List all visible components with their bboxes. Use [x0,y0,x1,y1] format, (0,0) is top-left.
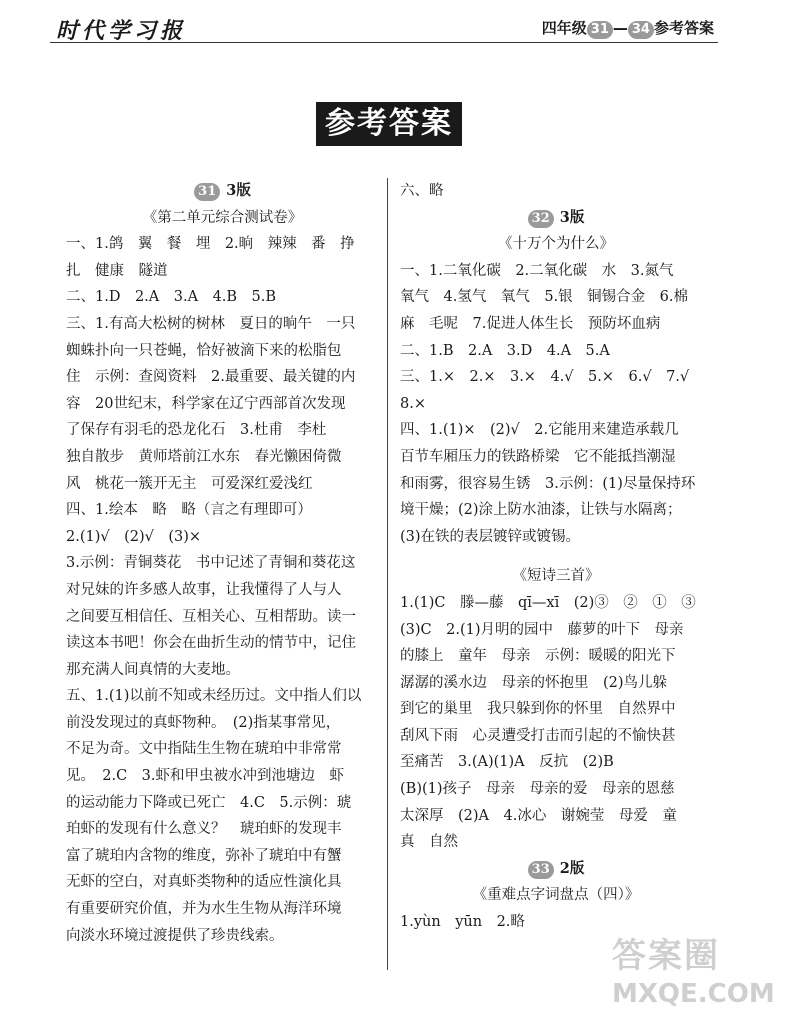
header-end-badge: 34 [628,21,654,39]
header-grade: 四年级 [541,19,587,37]
header-rule [50,42,718,43]
answer-line: (B)(1)孩子 母亲 母亲的爱 母亲的恩慈 [400,781,675,798]
answer-line: 二、1.D 2.A 3.A 4.B 5.B [66,289,277,306]
spacer [400,550,712,563]
answer-line: 真 自然 [400,834,458,851]
newspaper-brand: 时代学习报 [56,18,187,44]
answer-line: 富了琥珀内含物的维度，弥补了琥珀中有蟹 [66,847,342,864]
answer-line: 1.yùn yūn 2.略 [400,914,525,931]
answer-line: 麻 毛呢 7.促进人体生长 预防坏血病 [400,315,661,332]
answer-line: 3.示例：青铜葵花 书中记述了青铜和葵花这 [66,555,356,572]
watermark [612,928,775,1009]
header-suffix: 参考答案 [653,19,714,37]
answer-line: 不足为奇。文中指陆生生物在琥珀中非常常 [66,741,342,758]
answer-line: 百节车厢压力的铁路桥梁 它不能抵挡潮湿 [400,448,676,465]
answer-line: (3)在铁的表层镀锌或镀锡。 [400,528,581,545]
section-heading-31 [66,178,379,205]
section-edition: 3版 [559,208,585,226]
answer-line: 一、1.二氧化碳 2.二氧化碳 水 3.氮气 [400,262,674,279]
answer-line: 8.× [400,395,426,412]
header-dash: — [612,19,628,37]
answer-line: 二、1.B 2.A 3.D 4.A 5.A [400,342,610,359]
answer-line: 蜘蛛扑向一只苍蝇，恰好被滴下来的松脂包 [66,342,342,359]
header-start-badge: 31 [587,21,613,39]
section-heading-33 [400,856,712,883]
watermark-logo: 答案圈 [612,936,720,976]
answer-line: 《重难点字词盘点（四）》 [472,887,640,904]
answer-line: 那充满人间真情的大麦地。 [66,661,240,678]
answer-line: 五、1.(1)以前不知或未经历过。文中指人们以 [66,688,362,705]
answer-line: 《第二单元综合测试卷》 [142,209,303,226]
section-number-badge: 33 [528,861,554,879]
answer-line: 《短诗三首》 [512,568,600,585]
answer-line: 向淡水环境过渡提供了珍贵线索。 [66,927,284,944]
page-title-banner: 参考答案 [316,102,462,146]
answer-line: 风 桃花一簇开无主 可爱深红爱浅红 [66,475,313,492]
answer-line: 无虾的空白，对真虾类物种的适应性演化具 [66,874,342,891]
answer-line: 2.(1)√ (2)√ (3)× [66,528,202,545]
left-column [66,178,379,949]
answer-line: 三、1.有高大松树的树林 夏日的晌午 一只 [66,315,356,332]
answer-line: 见。 2.C 3.虾和甲虫被水冲到池塘边 虾 [66,768,345,785]
section-number-badge: 32 [528,210,554,228]
answer-line: 一、1.鸽 翼 餐 埋 2.晌 辣辣 番 挣 [66,236,355,253]
answer-line: 三、1.× 2.× 3.× 4.√ 5.× 6.√ 7.√ [400,369,690,386]
answer-line: 1.(1)C 滕—藤 qī—xī (2)③ ② ① ③ [400,594,696,611]
answer-line: 前没发现过的真虾物种。 (2)指某事常见， [66,714,341,731]
answer-line: 境干燥；(2)涂上防水油漆，让铁与水隔离； [400,502,682,519]
answer-line: 四、1.(1)× (2)√ 2.它能用来建造承载几 [400,422,679,439]
answer-line: 刮风下雨 心灵遭受打击而引起的不愉快甚 [400,727,676,744]
right-column [400,178,712,936]
answer-line: 之间要互相信任、互相关心、互相帮助。读一 [66,608,356,625]
section-heading-32 [400,205,712,232]
section-edition: 3版 [226,182,251,199]
section-edition: 2版 [559,859,585,877]
answer-line: 读这本书吧！你会在曲折生动的情节中，记住 [66,635,356,652]
answer-line: 六、略 [400,183,444,199]
answer-line: 潺潺的溪水边 母亲的怀抱里 (2)鸟儿躲 [400,674,668,691]
answer-line: 有重要研究价值，并为水生生物从海洋环境 [66,901,342,918]
answer-line: 容 20世纪末，科学家在辽宁西部首次发现 [66,395,346,412]
answer-line: 对兄妹的许多感人故事，让我懂得了人与人 [66,581,342,598]
answer-line: 氧气 4.氢气 氧气 5.银 铜锡合金 6.棉 [400,289,689,306]
answer-line: 的运动能力下降或已死亡 4.C 5.示例：琥 [66,794,352,811]
answer-line: 独自散步 黄师塔前江水东 春光懒困倚微 [66,448,342,465]
section-number-badge: 31 [194,183,220,201]
page-header [50,14,718,44]
answer-line: 至痛苦 3.(A)(1)A 反抗 (2)B [400,754,614,771]
answer-line: 《十万个为什么》 [498,236,614,253]
watermark-url: MXQE.COM [612,979,775,1009]
answer-line: 太深厚 (2)A 4.冰心 谢婉莹 母爱 童 [400,807,677,824]
column-divider [387,178,388,970]
answer-line: 和雨雾，很容易生锈 3.示例：(1)尽量保持环 [400,475,696,492]
answer-line: 的膝上 童年 母亲 示例：暖暖的阳光下 [400,648,676,665]
answer-line: 到它的巢里 我只躲到你的怀里 自然界中 [400,701,676,718]
answer-line: 珀虾的发现有什么意义？ 琥珀虾的发现丰 [66,821,342,838]
header-section-label [542,17,714,39]
answer-line: (3)C 2.(1)月明的园中 藤萝的叶下 母亲 [400,621,684,638]
answer-line: 了保存有羽毛的恐龙化石 3.杜甫 李杜 [66,422,327,439]
answer-line: 四、1.绘本 略 略（言之有理即可） [66,502,312,519]
answer-line: 住 示例：查阅资料 2.最重要、最关键的内 [66,369,356,386]
answer-line: 扎 健康 隧道 [66,262,168,279]
